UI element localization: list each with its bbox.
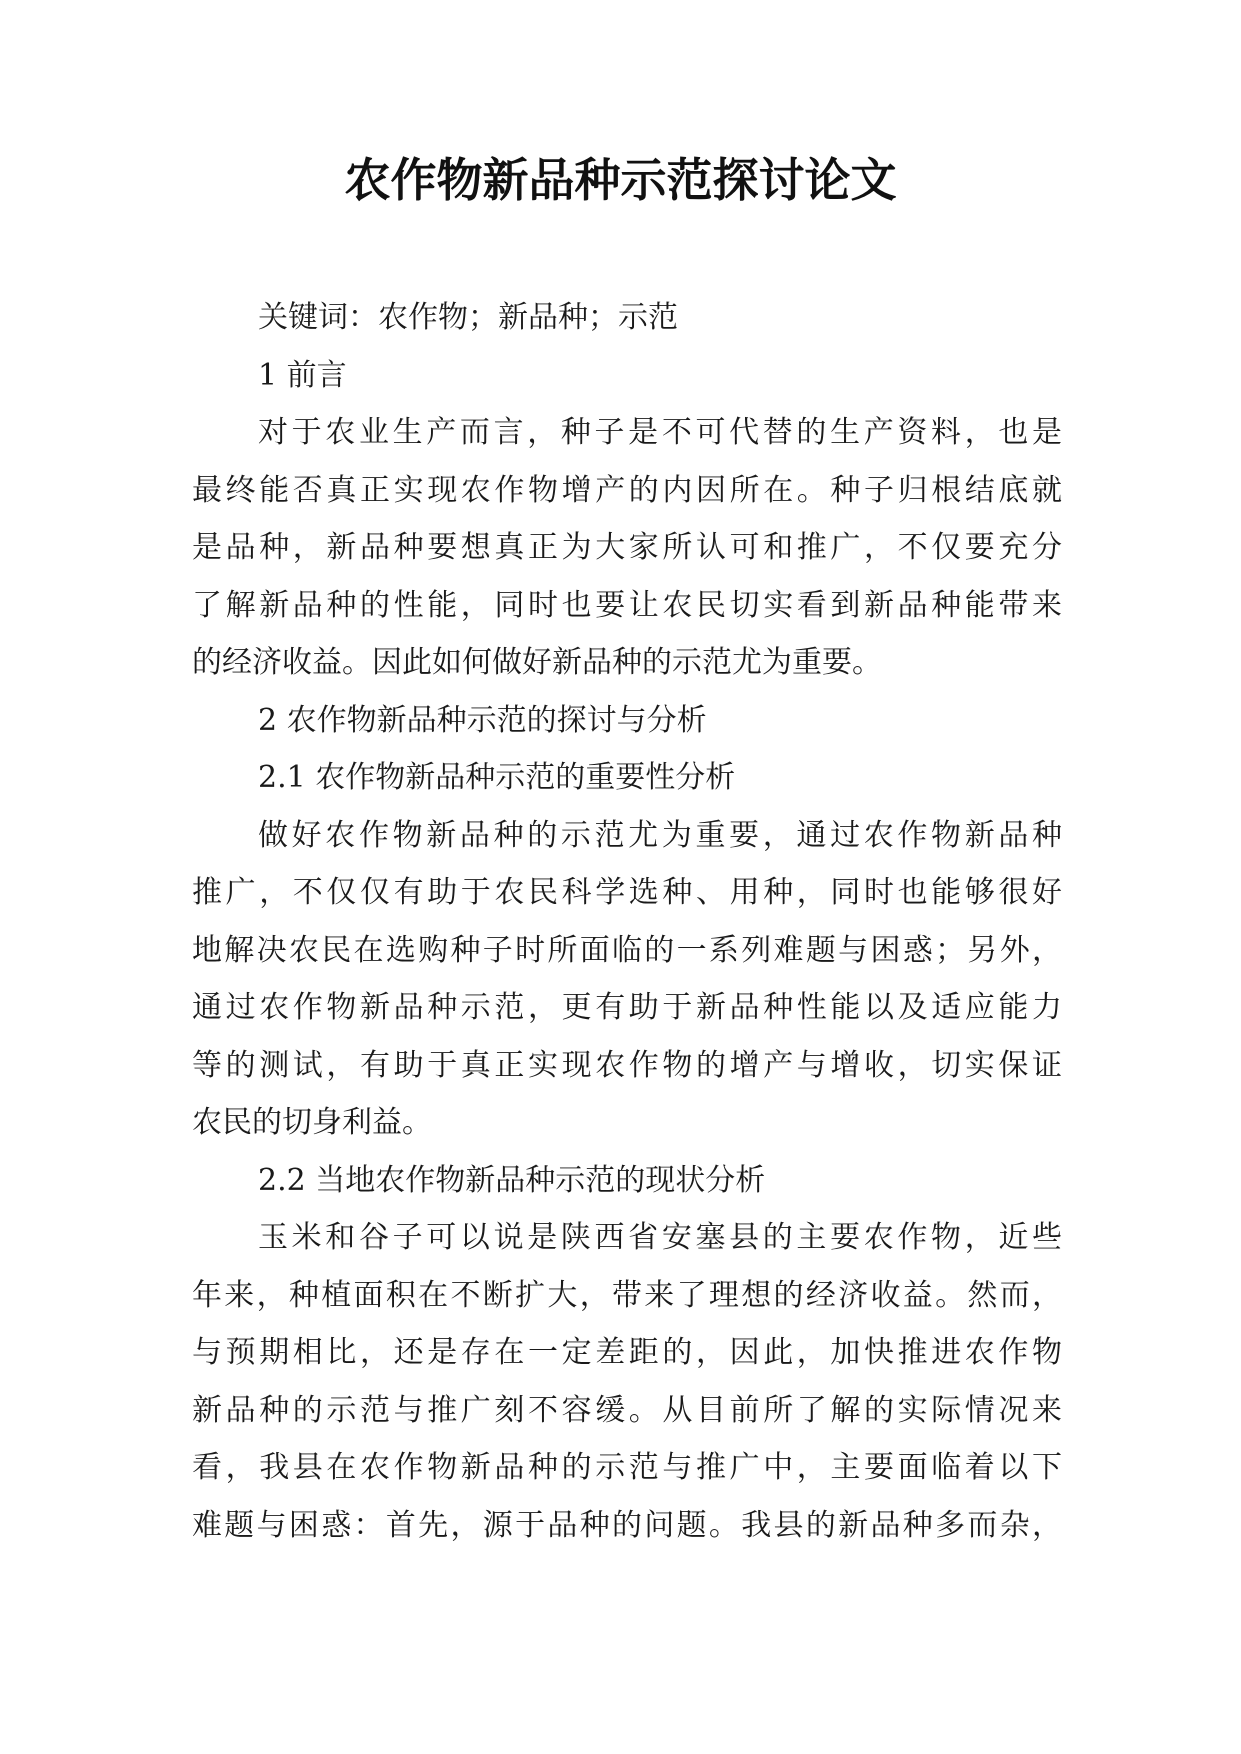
section-2-2-heading: 2.2 当地农作物新品种示范的现状分析 bbox=[258, 1162, 766, 1198]
section-2-2-paragraph bbox=[192, 1209, 1062, 1554]
paragraph-line: 对于农业生产而言，种子是不可代替的生产资料，也是 bbox=[258, 415, 1062, 450]
paragraph-line: 推广，不仅仅有助于农民科学选种、用种，同时也能够很好 bbox=[192, 875, 1062, 910]
paragraph-line: 年来，种植面积在不断扩大，带来了理想的经济收益。然而， bbox=[192, 1277, 1062, 1313]
paragraph-line: 看，我县在农作物新品种的示范与推广中，主要面临着以下 bbox=[192, 1450, 1062, 1485]
paper-title: 农作物新品种示范探讨论文 bbox=[344, 153, 897, 207]
section-1-paragraph bbox=[192, 404, 1062, 692]
section-2-heading: 2 农作物新品种示范的探讨与分析 bbox=[258, 702, 707, 738]
paragraph-line: 最终能否真正实现农作物增产的内因所在。种子归根结底就 bbox=[192, 472, 1062, 508]
section-2-1-paragraph bbox=[192, 807, 1062, 1152]
paragraph-line: 难题与困惑：首先，源于品种的问题。我县的新品种多而杂， bbox=[192, 1507, 1062, 1543]
paragraph-line: 是品种，新品种要想真正为大家所认可和推广，不仅要充分 bbox=[192, 530, 1062, 565]
paragraph-line: 农民的切身利益。 bbox=[192, 1105, 432, 1140]
paragraph-line: 通过农作物新品种示范，更有助于新品种性能以及适应能力 bbox=[192, 990, 1062, 1025]
paragraph-line: 的经济收益。因此如何做好新品种的示范尤为重要。 bbox=[192, 645, 882, 680]
keywords-line: 关键词：农作物；新品种；示范 bbox=[258, 300, 678, 335]
paragraph-line: 新品种的示范与推广刻不容缓。从目前所了解的实际情况来 bbox=[192, 1392, 1062, 1428]
paragraph-line: 与预期相比，还是存在一定差距的，因此，加快推进农作物 bbox=[192, 1335, 1062, 1370]
paragraph-line: 做好农作物新品种的示范尤为重要，通过农作物新品种 bbox=[258, 817, 1062, 853]
section-1-heading: 1 前言 bbox=[258, 357, 347, 393]
paragraph-line: 等的测试，有助于真正实现农作物的增产与增收，切实保证 bbox=[192, 1047, 1062, 1083]
paper-body bbox=[192, 289, 1062, 1554]
paragraph-line: 玉米和谷子可以说是陕西省安塞县的主要农作物，近些 bbox=[258, 1220, 1062, 1255]
paragraph-line: 地解决农民在选购种子时所面临的一系列难题与困惑；另外， bbox=[192, 932, 1062, 968]
section-2-1-heading: 2.1 农作物新品种示范的重要性分析 bbox=[258, 760, 736, 795]
paragraph-line: 了解新品种的性能，同时也要让农民切实看到新品种能带来 bbox=[192, 587, 1062, 623]
